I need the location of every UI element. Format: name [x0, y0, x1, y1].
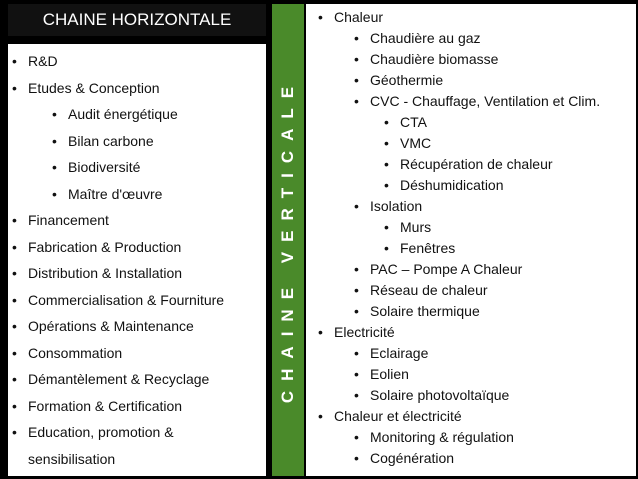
vertical-list-item: • PAC – Pompe A Chaleur: [306, 259, 636, 280]
horizontal-list-item: • Financement: [8, 207, 266, 234]
horizontal-chain-header: CHAINE HORIZONTALE: [8, 4, 266, 36]
horizontal-list-item: • R&D: [8, 48, 266, 75]
horizontal-list-item: • Audit énergétique: [8, 101, 266, 128]
vertical-chain-list: [306, 4, 636, 476]
horizontal-list-item: • Consommation: [8, 340, 266, 367]
vertical-list-item: • Réseau de chaleur: [306, 280, 636, 301]
vertical-list-item: • Récupération de chaleur: [306, 154, 636, 175]
vertical-list-item: • VMC: [306, 133, 636, 154]
horizontal-list-item: • Opérations & Maintenance: [8, 313, 266, 340]
vertical-chain-bar: [272, 4, 304, 476]
vertical-list-item: • Eclairage: [306, 343, 636, 364]
vertical-chain-label: CHAINE VERTICALE: [278, 76, 297, 404]
vertical-list-item: • Murs: [306, 217, 636, 238]
vertical-list-item: • CVC - Chauffage, Ventilation et Clim.: [306, 91, 636, 112]
horizontal-list-item: • Formation & Certification: [8, 393, 266, 420]
vertical-list-item: • Solaire thermique: [306, 301, 636, 322]
vertical-list-item: • Déshumidication: [306, 175, 636, 196]
horizontal-list-item: • Distribution & Installation: [8, 260, 266, 287]
horizontal-list-item: • Fabrication & Production: [8, 234, 266, 261]
vertical-list-item: • Solaire photovoltaïque: [306, 385, 636, 406]
vertical-list-item: • CTA: [306, 112, 636, 133]
horizontal-list-item: • Démantèlement & Recyclage: [8, 366, 266, 393]
horizontal-list-item: • Bilan carbone: [8, 128, 266, 155]
vertical-list-item: • Chaudière au gaz: [306, 28, 636, 49]
vertical-list-item: • Eolien: [306, 364, 636, 385]
vertical-list-item: • Isolation: [306, 196, 636, 217]
horizontal-list-item: • Biodiversité: [8, 154, 266, 181]
horizontal-list-item: • Education, promotion &: [8, 419, 266, 446]
vertical-list-item: • Monitoring & régulation: [306, 427, 636, 448]
vertical-list-item: • Cogénération: [306, 448, 636, 469]
vertical-list-item: • Chaleur et électricité: [306, 406, 636, 427]
horizontal-list-item: • Maître d'œuvre: [8, 181, 266, 208]
vertical-list-item: • Electricité: [306, 322, 636, 343]
vertical-list-item: • Chaleur: [306, 7, 636, 28]
horizontal-list-item: sensibilisation: [28, 450, 116, 467]
vertical-list-item: • Fenêtres: [306, 238, 636, 259]
vertical-list-item: • Géothermie: [306, 70, 636, 91]
horizontal-list-item: • Commercialisation & Fourniture: [8, 287, 266, 314]
horizontal-chain-list: [8, 44, 266, 476]
horizontal-list-item: • Etudes & Conception: [8, 75, 266, 102]
vertical-list-item: • Chaudière biomasse: [306, 49, 636, 70]
